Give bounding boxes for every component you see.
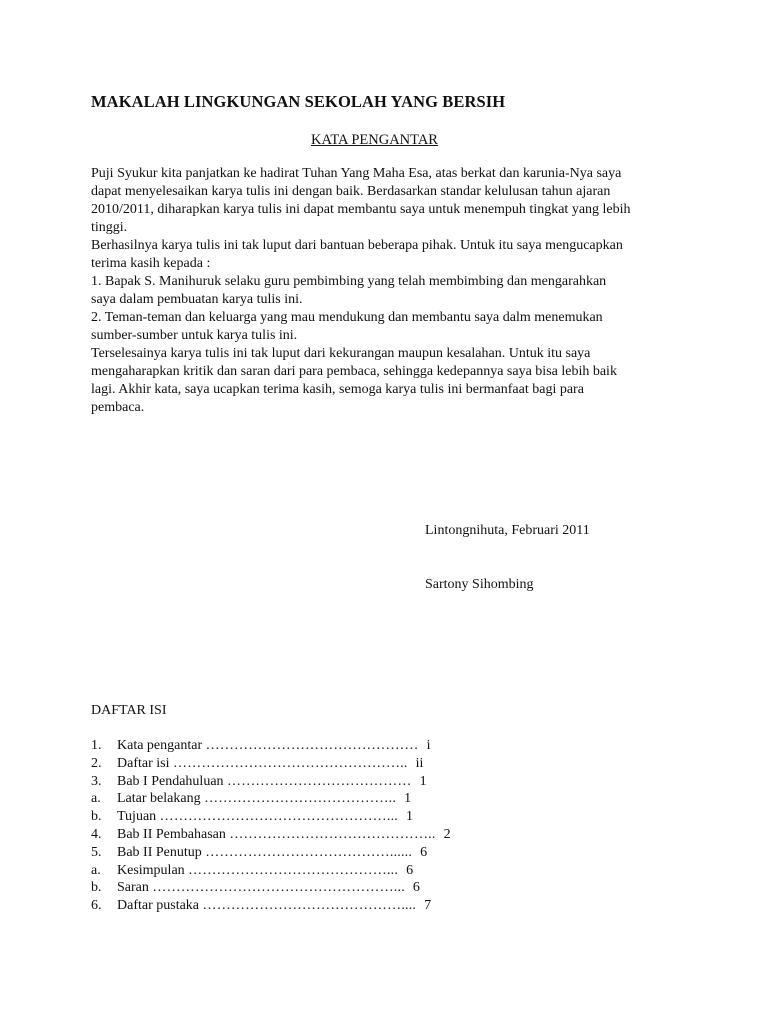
toc-number: a. xyxy=(91,791,101,807)
toc-leader: …………………………………...... xyxy=(205,844,413,860)
toc-leader: ………………………………….. xyxy=(204,791,397,807)
toc-label: Daftar pustaka xyxy=(117,898,200,914)
toc-label: Saran xyxy=(117,880,149,896)
toc-row xyxy=(91,738,511,756)
body-line: lagi. Akhir kata, saya ucapkan terima kasih, semoga karya tulis ini bermanfaat bagi para xyxy=(91,382,584,397)
toc-number: b. xyxy=(91,880,102,896)
toc-leader: …………………………………….... xyxy=(202,898,417,914)
toc-number: 3. xyxy=(91,773,102,789)
toc-page: ii xyxy=(415,755,424,771)
toc-leader: ………………………………………….. xyxy=(172,755,408,771)
preface-body xyxy=(91,165,691,417)
signature-place-date: Lintongnihuta, Februari 2011 xyxy=(425,523,590,538)
toc-row xyxy=(91,845,511,863)
body-line: saya dalam pembuatan karya tulis ini. xyxy=(91,292,303,307)
document-title: MAKALAH LINGKUNGAN SEKOLAH YANG BERSIH xyxy=(91,92,506,111)
toc-heading: DAFTAR ISI xyxy=(91,703,167,718)
toc-number: 1. xyxy=(91,738,102,753)
toc-page: 2 xyxy=(443,826,451,842)
toc-page: 6 xyxy=(420,844,428,860)
toc-number: 4. xyxy=(91,826,102,842)
body-line: terima kasih kepada : xyxy=(91,256,211,271)
toc-label: Bab II Penutup xyxy=(117,844,202,860)
body-line: Berhasilnya karya tulis ini tak luput dari bantuan beberapa pihak. Untuk itu saya mengucapkan xyxy=(91,238,623,253)
toc-row xyxy=(91,809,511,827)
body-line: Puji Syukur kita panjatkan ke hadirat Tuhan Yang Maha Esa, atas berkat dan karunia-Nya saya xyxy=(91,166,622,181)
body-line: 1. Bapak S. Manihuruk selaku guru pembimbing yang telah membimbing dan mengarahkan xyxy=(91,274,607,289)
toc-page: i xyxy=(426,738,431,753)
toc-label: Bab II Pembahasan xyxy=(117,826,226,842)
toc-page: 1 xyxy=(419,773,427,789)
toc-row xyxy=(91,827,511,845)
toc-page: 1 xyxy=(405,809,413,825)
section-heading-kata-pengantar: KATA PENGANTAR xyxy=(311,132,438,148)
toc-page: 6 xyxy=(406,862,414,878)
toc-row xyxy=(91,880,511,898)
toc-label: Kata pengantar xyxy=(117,738,203,753)
body-line: pembaca. xyxy=(91,400,145,415)
toc-number: b. xyxy=(91,809,102,825)
toc-leader: …………………………………….. xyxy=(229,826,436,842)
toc-label: Bab I Pendahuluan xyxy=(117,773,224,789)
toc-leader: ……………………………………... xyxy=(188,862,399,878)
toc-row xyxy=(91,791,511,809)
toc-number: 2. xyxy=(91,755,102,771)
toc-number: a. xyxy=(91,862,101,878)
toc-leader: ……………………………………… xyxy=(205,738,419,753)
body-line: mengaharapkan kritik dan saran dari para pembaca, sehingga kedepannya saya bisa lebih baik xyxy=(91,364,617,379)
toc-label: Latar belakang xyxy=(117,791,201,807)
toc-row xyxy=(91,898,511,916)
body-line: dapat menyelesaikan karya tulis ini dengan baik. Berdasarkan standar kelulusan tahun ajaran xyxy=(91,184,611,199)
toc-row xyxy=(91,774,511,792)
toc-page: 7 xyxy=(424,898,432,914)
table-of-contents xyxy=(91,738,511,916)
toc-number: 5. xyxy=(91,844,102,860)
body-line: 2. Teman-teman dan keluarga yang mau mendukung dan membantu saya dalm menemukan xyxy=(91,310,603,325)
toc-number: 6. xyxy=(91,898,102,914)
toc-label: Tujuan xyxy=(117,809,157,825)
toc-page: 1 xyxy=(404,791,412,807)
toc-row xyxy=(91,863,511,881)
toc-label: Kesimpulan xyxy=(117,862,185,878)
toc-label: Daftar isi xyxy=(117,755,170,771)
toc-page: 6 xyxy=(412,880,420,896)
toc-leader: …………………………………………... xyxy=(159,809,398,825)
signature-name: Sartony Sihombing xyxy=(425,577,534,592)
body-line: 2010/2011, diharapkan karya tulis ini dapat membantu saya untuk menempuh tingkat yang lebih xyxy=(91,202,631,217)
toc-row xyxy=(91,756,511,774)
toc-leader: ………………………………… xyxy=(227,773,412,789)
toc-leader: ……………………………………………... xyxy=(152,880,405,896)
body-line: tinggi. xyxy=(91,220,128,235)
body-line: sumber-sumber untuk karya tulis ini. xyxy=(91,328,298,343)
body-line: Terselesainya karya tulis ini tak luput dari kekurangan maupun kesalahan. Untuk itu saya xyxy=(91,346,591,361)
